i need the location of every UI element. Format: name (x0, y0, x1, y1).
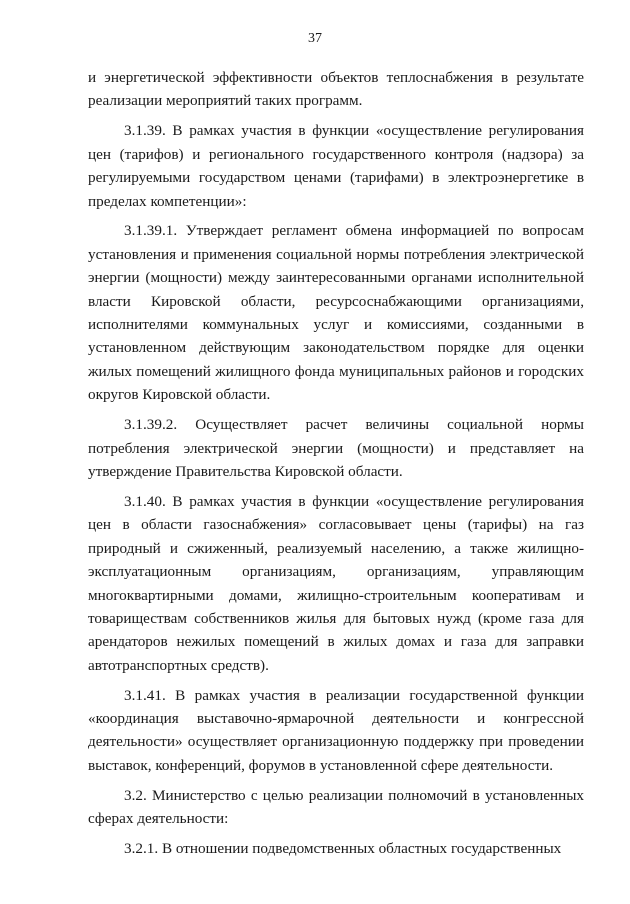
document-body (88, 66, 584, 861)
paragraph-3-1-39-2: 3.1.39.2. Осуществляет расчет величины социальной нормы потребления электрической энергии (мощности) и представляет на утверждение Правительства Кировской области. (88, 416, 584, 480)
paragraph-3-1-41: 3.1.41. В рамках участия в реализации государственной функции «координация выставочно-ярмарочной деятельности и конгрессной деятельности» осуществляет организационную поддержку при проведении выставок, конференций, форумов в установленной сфере деятельности. (88, 686, 584, 774)
paragraph-3-1-39-1: 3.1.39.1. Утверждает регламент обмена информацией по вопросам установления и применения социальной нормы потребления электрической энергии (мощности) между заинтересованными органами исполнительной власти Кировской области, ресурсоснабжающими организациями, исполнителями коммунальных услуг и комиссиями, созданными в установленном действующим законодательством порядке для оценки жилых помещений жилищного фонда муниципальных районов и городских округов Кировской области. (88, 222, 584, 404)
paragraph-3-2: 3.2. Министерство с целью реализации полномочий в установленных сферах деятельности: (88, 786, 584, 828)
paragraph-continuation: и энергетической эффективности объектов теплоснабжения в результате реализации мероприятий таких программ. (88, 69, 584, 110)
paragraph-3-1-40: 3.1.40. В рамках участия в функции «осуществление регулирования цен в области газоснабжения» согласовывает цены (тарифы) на газ природный и сжиженный, реализуемый населению, а также жилищно-эксплуатационным организациям, организациям, управляющим многоквартирными домами, жилищно-строительным кооперативам и товариществам собственников жилья для бытовых нужд (кроме газа для арендаторов нежилых помещений в жилых домах и газа для заправки автотранспортных средств). (88, 492, 584, 674)
paragraph-3-1-39: 3.1.39. В рамках участия в функции «осуществление регулирования цен (тарифов) и регионального государственного контроля (надзора) за регулируемыми государством ценами (тарифами) в электроэнергетике в пределах компетенции»: (88, 122, 584, 210)
page-number: 37 (308, 31, 322, 46)
paragraph-3-2-1: 3.2.1. В отношении подведомственных областных государственных (124, 840, 562, 858)
